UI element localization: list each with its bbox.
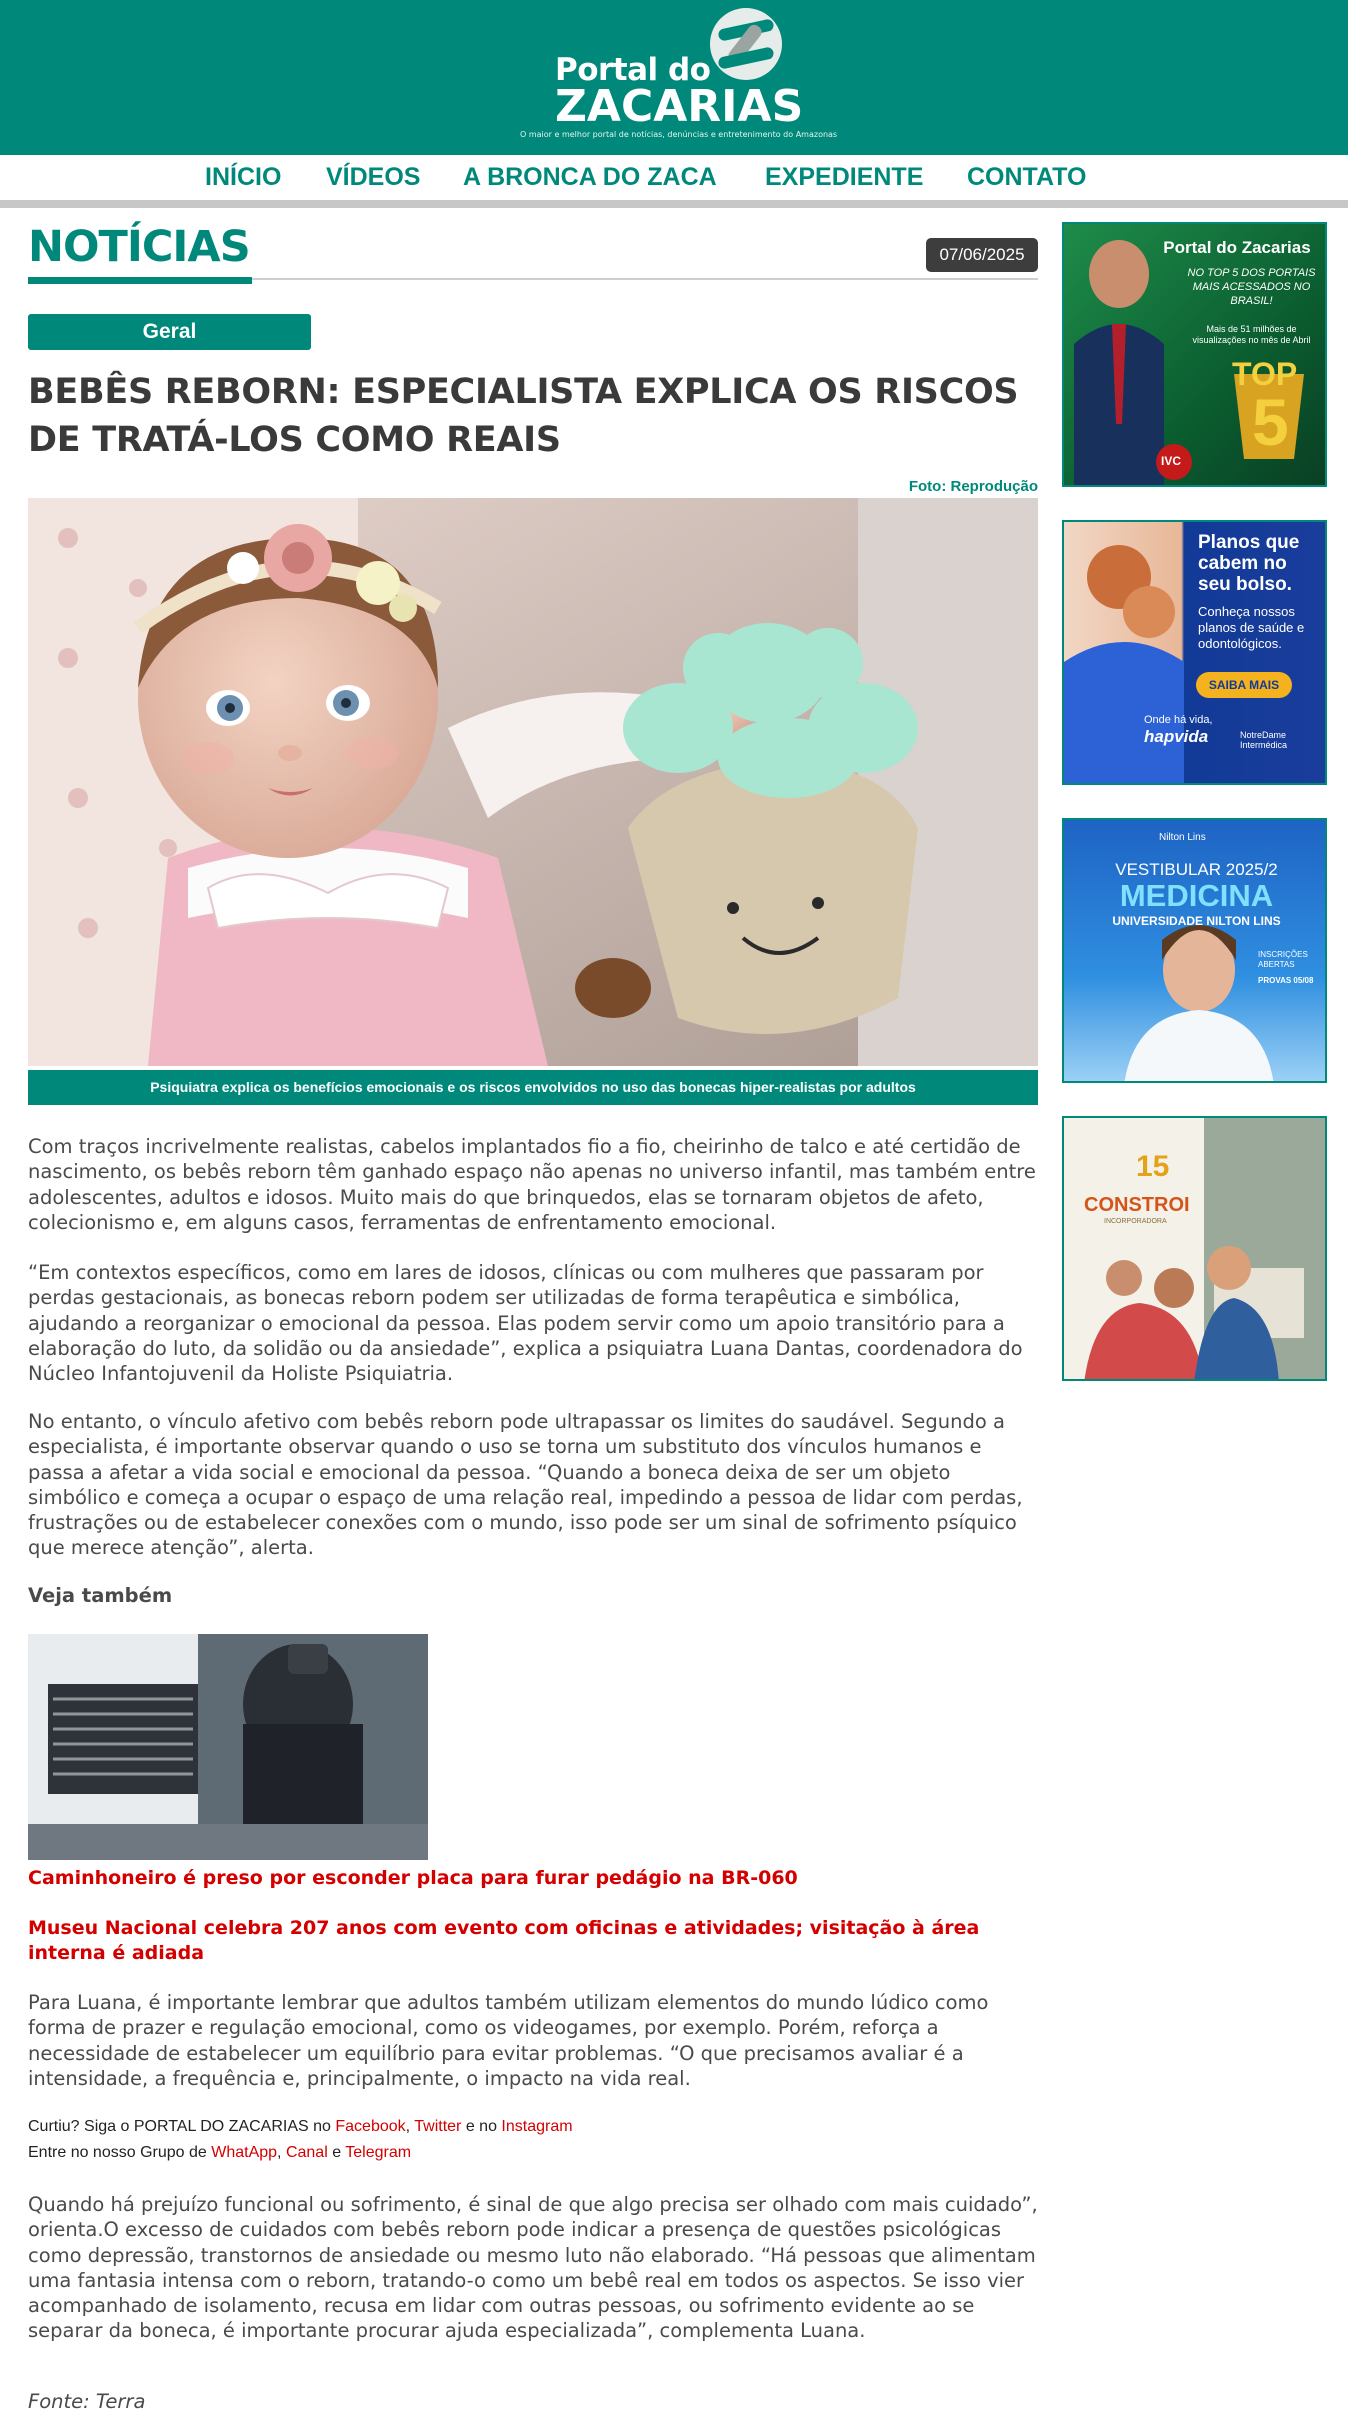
- ad2-sub: Conheça nossos planos de saúde e odontológicos.: [1198, 604, 1305, 651]
- nav-item-expediente[interactable]: EXPEDIENTE: [765, 163, 924, 191]
- ad1-number: 5: [1252, 385, 1289, 459]
- nav-item-videos[interactable]: VÍDEOS: [326, 163, 421, 191]
- ad2-brand2: NotreDame Intermédica: [1240, 730, 1288, 750]
- ad2-cta[interactable]: SAIBA MAIS: [1208, 678, 1280, 692]
- logo-line2: ZACARIAS: [555, 81, 804, 132]
- related-link-2[interactable]: Museu Nacional celebra 207 anos com evento com oficinas e atividades; visitação à área interna é adiada: [28, 1917, 980, 1964]
- article-headline: BEBÊS REBORN: ESPECIALISTA EXPLICA OS RISCOS DE TRATÁ-LOS COMO REAIS: [28, 372, 1019, 460]
- canal-link[interactable]: Canal: [285, 2144, 328, 2161]
- ad-hapvida[interactable]: [1062, 520, 1327, 785]
- logo-tagline: O maior e melhor portal de notícias, denúncias e entretenimento do Amazonas: [520, 130, 838, 139]
- ad4-sub: INCORPORADORA: [1104, 1218, 1167, 1225]
- ad-constroi[interactable]: [1062, 1116, 1327, 1381]
- related-link-1[interactable]: Caminhoneiro é preso por esconder placa para furar pedágio na BR-060: [28, 1867, 798, 1889]
- groups-sep: ,: [277, 2144, 286, 2161]
- nav-item-contato[interactable]: CONTATO: [967, 163, 1087, 191]
- whatsapp-link[interactable]: WhatApp: [211, 2144, 278, 2161]
- ad4-number: 15: [1136, 1150, 1170, 1183]
- ad1-top: TOP: [1232, 356, 1298, 392]
- ad-nilton-lins[interactable]: [1062, 818, 1327, 1083]
- ad3-line3: UNIVERSIDADE NILTON LINS: [1112, 914, 1281, 928]
- article-hero-image: [28, 498, 1038, 1066]
- telegram-link[interactable]: Telegram: [345, 2144, 412, 2161]
- follow-sep: ,: [405, 2118, 415, 2135]
- logo-z-icon: [710, 8, 782, 80]
- section-title: NOTÍCIAS: [28, 222, 250, 272]
- ad3-line2: MEDICINA: [1119, 878, 1274, 913]
- date-badge: 07/06/2025: [926, 238, 1038, 272]
- ad2-brand: hapvida: [1144, 727, 1209, 746]
- follow-line-social: [28, 2118, 573, 2136]
- groups-and: e: [327, 2144, 346, 2161]
- ad3-badge2: PROVAS 05/08: [1258, 976, 1314, 985]
- ad1-note: Mais de 51 milhões de visualizações no mês de Abril: [1192, 324, 1311, 345]
- facebook-link[interactable]: Facebook: [335, 2118, 406, 2135]
- twitter-link[interactable]: Twitter: [414, 2118, 462, 2135]
- main-nav: [0, 155, 1348, 201]
- ad1-badge: IVC: [1161, 454, 1182, 468]
- ad3-line1: VESTIBULAR 2025/2: [1115, 860, 1278, 879]
- groups-prefix: Entre no nosso Grupo de: [28, 2144, 212, 2161]
- ad1-title: Portal do Zacarias: [1163, 238, 1311, 257]
- ad3-badge1: INSCRIÇÕES ABERTAS: [1258, 950, 1308, 969]
- nav-item-inicio[interactable]: INÍCIO: [205, 163, 282, 191]
- instagram-link[interactable]: Instagram: [501, 2118, 573, 2135]
- article-paragraph-5: Quando há prejuízo funcional ou sofrimento, é sinal de que algo precisa ser olhado com mais cuidado”, orienta.O excesso de cuidados com bebês reborn pode indicar a presença de questões psicológicas como depressão, transtornos de ansiedade ou mesmo luto não elaborado. “Há pessoas que alimentam uma fantasia intensa com o reborn, tratando-o como um bebê real em todos os aspectos. Se isso vier acompanhado de isolamento, recusa em lidar com outras pessoas, ou sofrimento evidente ao se separar da boneca, é importante procurar ajuda especializada”, complementa Luana.: [28, 2193, 1038, 2343]
- site-logo[interactable]: [520, 6, 838, 146]
- follow-prefix: Curtiu? Siga o PORTAL DO ZACARIAS no: [28, 2118, 336, 2135]
- nav-divider: [0, 200, 1348, 208]
- site-header: [0, 0, 1348, 155]
- logo-line1: Portal do: [555, 52, 711, 88]
- follow-line-groups: [28, 2144, 411, 2162]
- ad1-sub: NO TOP 5 DOS PORTAIS MAIS ACESSADOS NO BRASIL!: [1187, 267, 1316, 307]
- related-article-image[interactable]: [28, 1634, 428, 1860]
- ad2-title: Planos que cabem no seu bolso.: [1198, 532, 1300, 595]
- article-paragraph-3: No entanto, o vínculo afetivo com bebês reborn pode ultrapassar os limites do saudável. Segundo a especialista, é importante observar quando o uso se torna um substituto dos vínculos humanos e passa a afetar a vida social e emocional da pessoa. “Quando a boneca deixa de ser um objeto simbólico e começa a ocupar o espaço de uma relação real, impedindo a pessoa de lidar com perdas, frustrações ou de estabelecer conexões com o mundo, isso pode ser um sinal de sofrimento psíquico que merece atenção”, alerta.: [28, 1410, 1023, 1560]
- ad4-brand: CONSTROI: [1084, 1194, 1190, 1216]
- section-title-underline: [28, 277, 252, 284]
- ad3-top: Nilton Lins: [1159, 832, 1206, 843]
- category-badge[interactable]: Geral: [28, 314, 311, 350]
- see-also-heading: Veja também: [28, 1584, 173, 1607]
- nav-item-bronca[interactable]: A BRONCA DO ZACA: [463, 163, 717, 191]
- article-paragraph-1: Com traços incrivelmente realistas, cabelos implantados fio a fio, cheirinho de talco e até certidão de nascimento, os bebês reborn têm ganhado espaço não apenas no universo infantil, mas também entre adolescentes, adultos e idosos. Muito mais do que brinquedos, elas se tornaram objetos de afeto, colecionismo e, em alguns casos, ferramentas de enfrentamento emocional.: [28, 1135, 1036, 1234]
- follow-mid: e no: [461, 2118, 502, 2135]
- article-paragraph-4: Para Luana, é importante lembrar que adultos também utilizam elementos do mundo lúdico como forma de prazer e regulação emocional, como os videogames, por exemplo. Porém, reforça a necessidade de estabelecer um equilíbrio para evitar problemas. “O que precisamos avaliar é a intensidade, a frequência e, principalmente, o impacto na vida real.: [28, 1991, 989, 2090]
- article-source: Fonte: Terra: [28, 2390, 146, 2413]
- ad-portal-top5[interactable]: [1062, 222, 1327, 487]
- photo-credit: Foto: Reprodução: [908, 478, 1038, 495]
- ad2-tag: Onde há vida,: [1144, 714, 1213, 726]
- article-paragraph-2: “Em contextos específicos, como em lares de idosos, clínicas ou com mulheres que passaram por perdas gestacionais, as bonecas reborn podem ser utilizadas de forma terapêutica e simbólica, ajudando a reorganizar o emocional da pessoa. Elas podem servir como um apoio transitório para a elaboração do luto, da solidão ou da ansiedade”, explica a psiquiatra Luana Dantas, coordenadora do Núcleo Infantojuvenil da Holiste Psiquiatria.: [28, 1261, 1023, 1386]
- image-caption: Psiquiatra explica os benefícios emocionais e os riscos envolvidos no uso das bonecas hiper-realistas por adultos: [28, 1070, 1038, 1105]
